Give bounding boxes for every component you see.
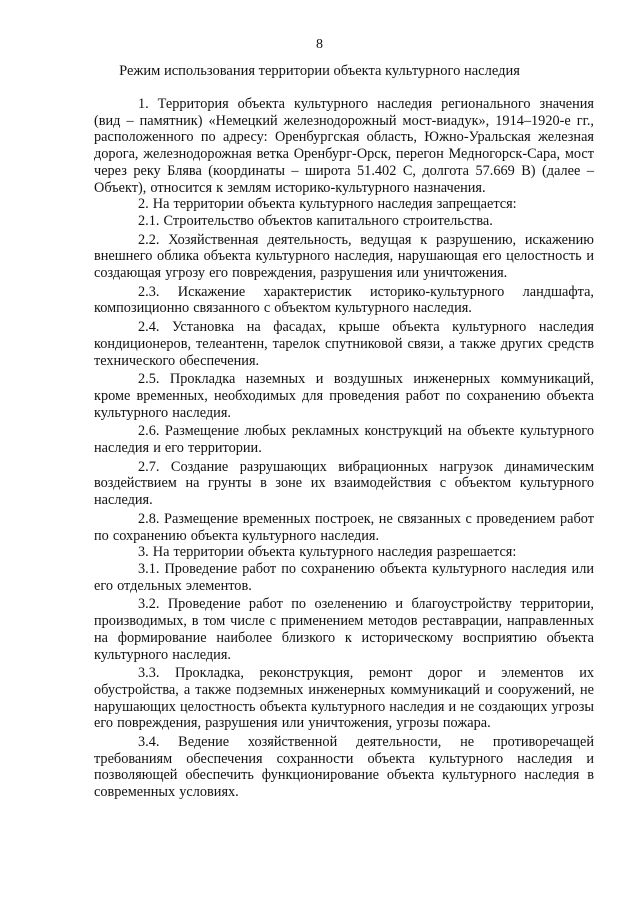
- paragraph-2-2: 2.2. Хозяйственная деятельность, ведущая к разрушению, искажению внешнего облика объекта культурного наследия, нарушающая его целостность и создающая угрозу его повреждения, разрушения или уничтожения.: [94, 231, 594, 282]
- section-heading: Режим использования территории объекта культурного наследия: [119, 63, 520, 79]
- paragraph-3-3: 3.3. Прокладка, реконструкция, ремонт дорог и элементов их обустройства, а также подземных инженерных коммуникаций и сооружений, не нарушающих целостность объекта культурного наследия и не создающих угрозы его повреждения, разрушения или уничтожения, угрозы пожара.: [94, 665, 594, 732]
- paragraph-2-1: 2.1. Строительство объектов капитального строительства.: [138, 212, 493, 229]
- paragraph-3-1: 3.1. Проведение работ по сохранению объекта культурного наследия или его отдельных элементов.: [94, 560, 594, 594]
- paragraph-2-3: 2.3. Искажение характеристик историко-культурного ландшафта, композиционно связанного с объектом культурного наследия.: [94, 283, 594, 317]
- paragraph-2-6: 2.6. Размещение любых рекламных конструкций на объекте культурного наследия и его территории.: [94, 423, 594, 457]
- paragraph-1: 1. Территория объекта культурного наследия регионального значения (вид – памятник) «Немецкий железнодорожный мост-виадук», 1914–1920-е гг., расположенного по адресу: Оренбургская область, Южно-Уральская железная дорога, железнодорожная ветка Оренбург-Орск, перегон Медногорск-Сара, мост через реку Блява (координаты – широта 51.402 С, долгота 57.669 В) (далее – Объект), относится к землям историко-культурного назначения.: [94, 96, 594, 196]
- document-body: [94, 96, 594, 801]
- paragraph-2-7: 2.7. Создание разрушающих вибрационных нагрузок динамическим воздействием на грунты в зоне их взаимодействия с объектом культурного наследия.: [94, 458, 594, 509]
- paragraph-3-4: 3.4. Ведение хозяйственной деятельности, не противоречащей требованиям обеспечения сохранности объекта культурного наследия и позволяющей обеспечить функционирование объекта культурного наследия в современных условиях.: [94, 734, 594, 801]
- paragraph-3-2: 3.2. Проведение работ по озеленению и благоустройству территории, производимых, в том числе с применением методов реставрации, направленных на формирование наиболее близкого к историческому восприятию объекта культурного наследия.: [94, 596, 594, 663]
- paragraph-2: 2. На территории объекта культурного наследия запрещается:: [138, 196, 517, 213]
- paragraph-2-8: 2.8. Размещение временных построек, не связанных с проведением работ по сохранению объекта культурного наследия.: [94, 510, 594, 544]
- page-number: 8: [316, 37, 323, 52]
- paragraph-3: 3. На территории объекта культурного наследия разрешается:: [138, 544, 517, 561]
- paragraph-2-5: 2.5. Прокладка наземных и воздушных инженерных коммуникаций, кроме временных, необходимых для проведения работ по сохранению объекта культурного наследия.: [94, 371, 594, 421]
- paragraph-2-4: 2.4. Установка на фасадах, крыше объекта культурного наследия кондиционеров, телеантенн, тарелок спутниковой связи, а также других средств технического обеспечения.: [94, 319, 594, 369]
